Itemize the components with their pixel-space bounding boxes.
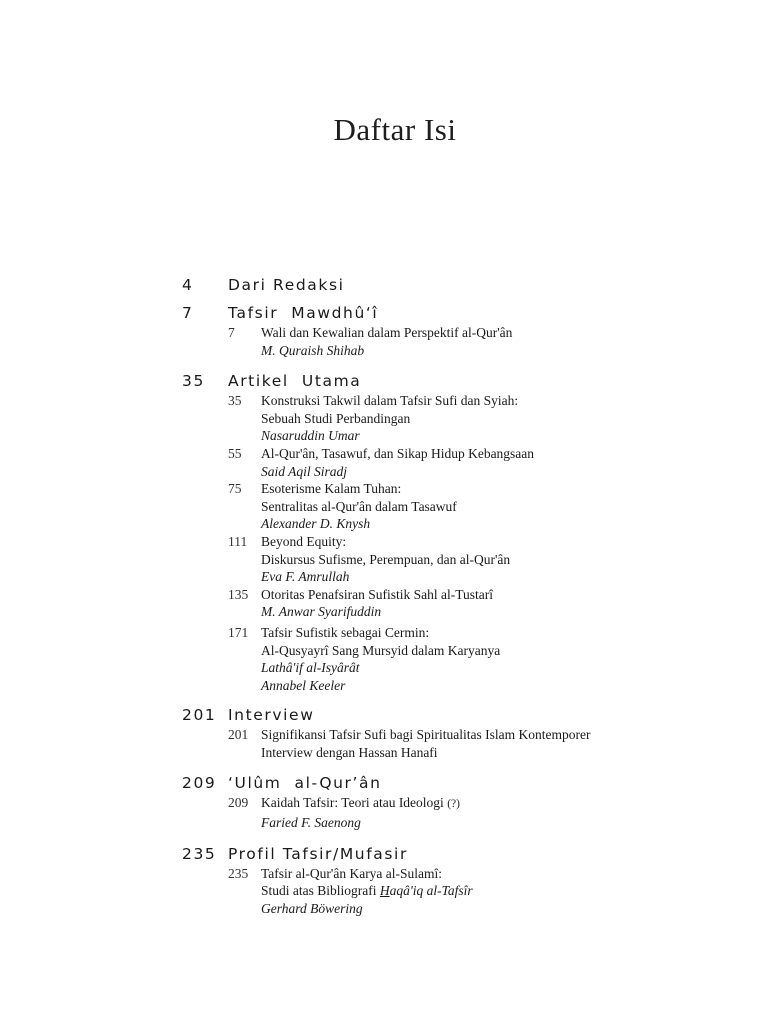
section-title: Dari Redaksi bbox=[228, 276, 345, 294]
entry-author: Annabel Keeler bbox=[261, 677, 346, 693]
entry-page-number: 135 bbox=[228, 586, 249, 602]
entry-page-number: 55 bbox=[228, 445, 242, 461]
toc-entry[interactable] bbox=[228, 586, 742, 621]
entry-title: Beyond Equity: bbox=[261, 533, 347, 549]
entry-title: Kaidah Tafsir: Teori atau Ideologi bbox=[261, 795, 444, 811]
toc-entry[interactable] bbox=[228, 624, 742, 694]
toc-section bbox=[182, 772, 742, 831]
entry-subtitle: Sentralitas al-Qur'ân dalam Tasawuf bbox=[261, 498, 457, 514]
entry-title: Tafsir Sufistik sebagai Cermin: bbox=[261, 624, 430, 640]
toc-section bbox=[182, 704, 742, 761]
section-page-number: 4 bbox=[182, 276, 194, 294]
section-title: Interview bbox=[228, 706, 315, 725]
entry-book-title: Lathâ'if al-Isyârât bbox=[261, 660, 360, 676]
section-heading[interactable] bbox=[182, 704, 742, 726]
entry-title-line bbox=[261, 794, 742, 814]
toc-entry[interactable] bbox=[228, 794, 742, 831]
entry-subtitle: Interview dengan Hassan Hanafi bbox=[261, 744, 438, 760]
entry-page-number: 111 bbox=[228, 533, 248, 549]
entry-subtitle-line bbox=[261, 882, 742, 900]
entry-subtitle-italic: aqâ'iq al-Tafsîr bbox=[389, 883, 473, 899]
entry-page-number: 209 bbox=[228, 795, 249, 811]
entry-page-number: 201 bbox=[228, 727, 249, 743]
toc-entry[interactable] bbox=[228, 392, 742, 445]
section-title: Artikel Utama bbox=[228, 372, 362, 391]
section-heading[interactable] bbox=[182, 370, 742, 392]
entry-author: Eva F. Amrullah bbox=[261, 569, 350, 585]
entry-author: Faried F. Saenong bbox=[261, 815, 361, 831]
section-page-number: 201 bbox=[182, 706, 217, 725]
entry-page-number: 171 bbox=[228, 624, 249, 640]
toc-entry[interactable] bbox=[228, 445, 742, 480]
entry-author: Alexander D. Knysh bbox=[261, 516, 371, 532]
entry-title: Wali dan Kewalian dalam Perspektif al-Qur'ân bbox=[261, 325, 513, 340]
entry-title: Al-Qur'ân, Tasawuf, dan Sikap Hidup Kebangsaan bbox=[261, 445, 535, 461]
entry-page-number: 235 bbox=[228, 865, 249, 881]
toc-entry[interactable] bbox=[228, 533, 742, 586]
entry-author: M. Anwar Syarifuddin bbox=[261, 604, 382, 620]
entry-page-number: 7 bbox=[228, 325, 235, 340]
toc-entry[interactable] bbox=[228, 324, 742, 359]
entry-author: Gerhard Böwering bbox=[261, 900, 363, 916]
toc-section bbox=[182, 302, 742, 359]
entry-author: Said Aqil Siradj bbox=[261, 463, 348, 479]
entry-author: Nasaruddin Umar bbox=[261, 428, 360, 444]
entry-subtitle: Sebuah Studi Perbandingan bbox=[261, 410, 411, 426]
toc-entry[interactable] bbox=[228, 480, 742, 533]
entry-title: Tafsir al-Qur'ân Karya al-Sulamî: bbox=[261, 865, 443, 881]
toc-entry[interactable] bbox=[228, 726, 742, 761]
entry-title: Signifikansi Tafsir Sufi bagi Spiritualitas Islam Kontemporer bbox=[261, 727, 591, 743]
page-title: Daftar Isi bbox=[333, 112, 457, 147]
entry-page-number: 35 bbox=[228, 393, 242, 409]
toc-section bbox=[182, 843, 742, 918]
entry-subtitle: Diskursus Sufisme, Perempuan, dan al-Qur'ân bbox=[261, 551, 511, 567]
section-page-number: 7 bbox=[182, 304, 194, 322]
entry-subtitle-underlined: H bbox=[379, 883, 390, 899]
entry-title: Konstruksi Takwil dalam Tafsir Sufi dan Syiah: bbox=[261, 393, 519, 409]
toc-section bbox=[182, 370, 742, 694]
section-heading[interactable] bbox=[182, 302, 742, 324]
entry-subtitle-prefix: Studi atas Bibliografi bbox=[261, 883, 380, 899]
entry-title: Otoritas Penafsiran Sufistik Sahl al-Tustarî bbox=[261, 586, 493, 602]
section-title: Tafsir Mawdhû‘î bbox=[228, 304, 379, 322]
section-heading[interactable] bbox=[182, 772, 742, 794]
entry-title: Esoterisme Kalam Tuhan: bbox=[261, 481, 402, 497]
toc-section bbox=[182, 274, 742, 296]
entry-note: (?) bbox=[447, 798, 460, 811]
entry-subtitle: Al-Qusyayrî Sang Mursyid dalam Karyanya bbox=[261, 642, 501, 658]
section-page-number: 235 bbox=[182, 844, 217, 863]
section-heading[interactable] bbox=[182, 274, 742, 296]
table-of-contents bbox=[182, 274, 742, 923]
section-page-number: 35 bbox=[182, 372, 205, 391]
toc-entry[interactable] bbox=[228, 865, 742, 918]
entry-author: M. Quraish Shihab bbox=[261, 342, 365, 358]
section-title: ‘Ulûm al-Qur’ân bbox=[228, 774, 382, 793]
section-heading[interactable] bbox=[182, 843, 742, 865]
section-page-number: 209 bbox=[182, 774, 217, 793]
section-title: Profil Tafsir/Mufasir bbox=[228, 844, 408, 863]
entry-page-number: 75 bbox=[228, 481, 242, 497]
